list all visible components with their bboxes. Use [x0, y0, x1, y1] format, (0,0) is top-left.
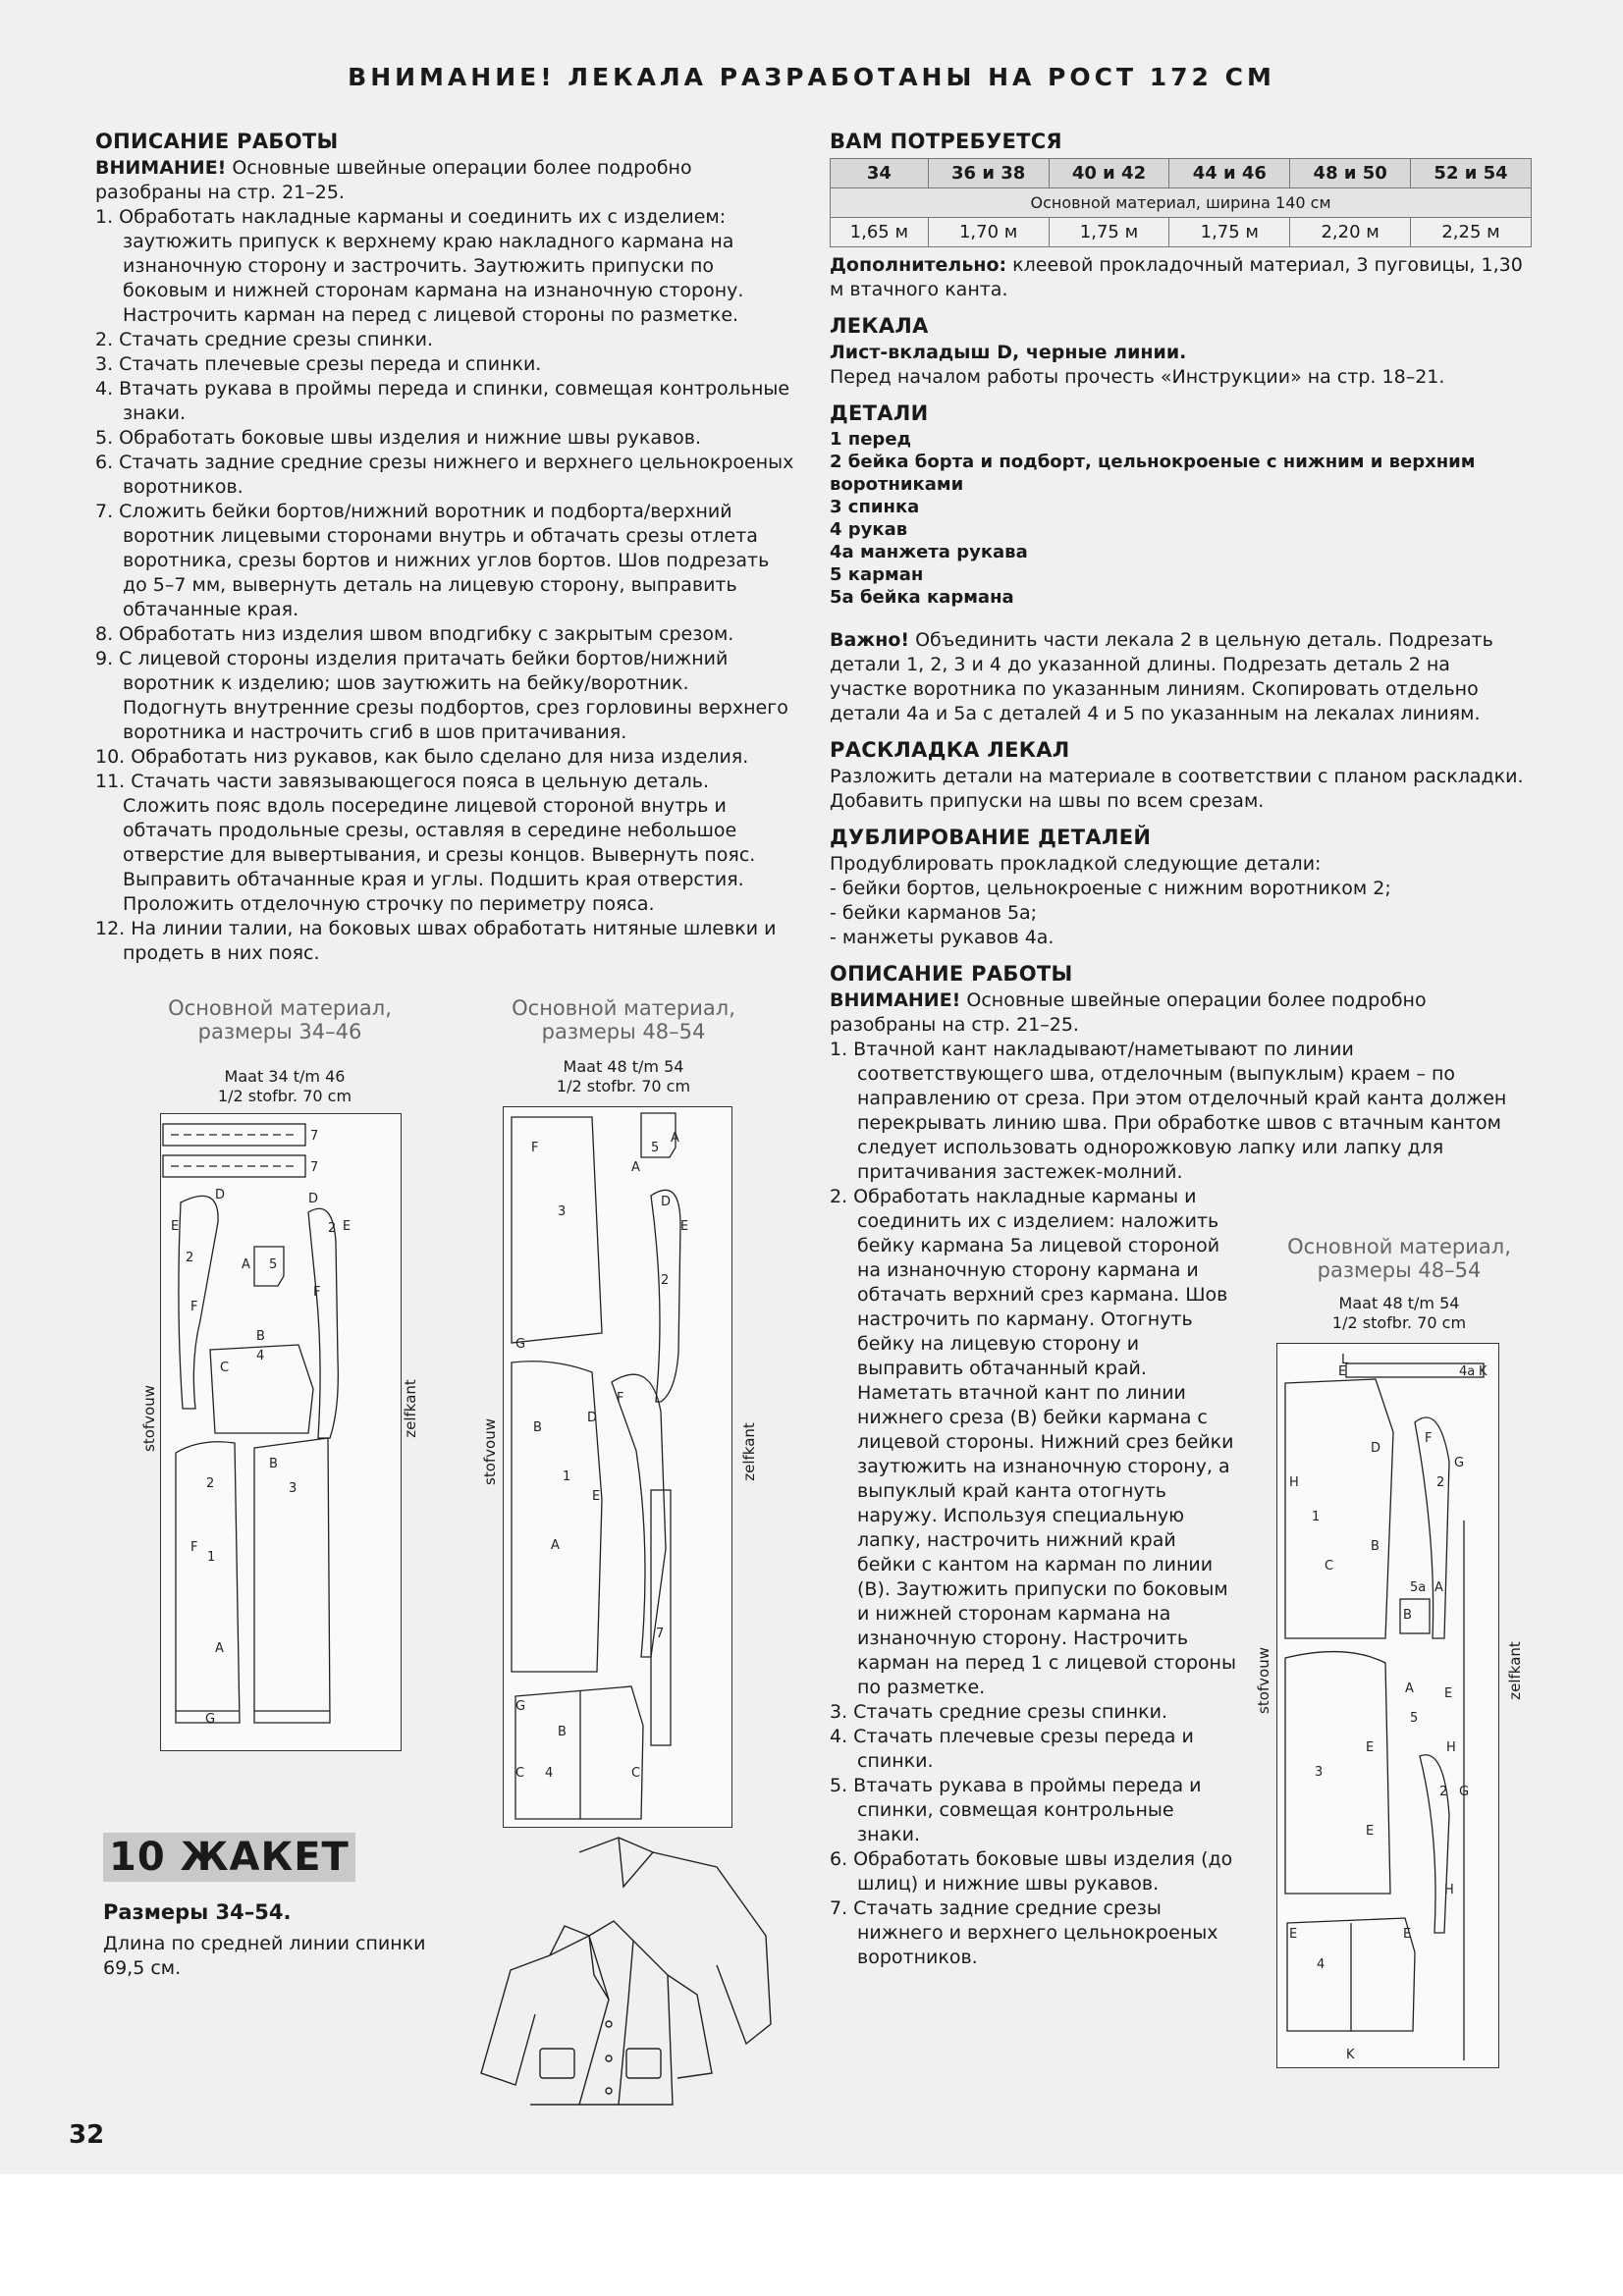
model-sizes: Размеры 34–54.: [103, 1900, 292, 1924]
detail-item: 5а бейка кармана: [830, 587, 1014, 608]
svg-text:E: E: [1289, 1927, 1298, 1942]
material-table: [830, 158, 1532, 247]
svg-text:A: A: [215, 1641, 224, 1656]
value-cell: 1,65 м: [831, 218, 929, 247]
svg-text:C: C: [220, 1361, 230, 1375]
svg-text:A: A: [671, 1131, 679, 1146]
svg-text:B: B: [1403, 1608, 1412, 1623]
material-table-header: [831, 159, 1532, 188]
layout2-maat-text: Maat 48 t/m 54: [563, 1057, 684, 1076]
page-bottom-margin: [0, 2174, 1623, 2296]
size-cell: 48 и 50: [1290, 159, 1411, 188]
detail-item: 4 рукав: [830, 519, 908, 540]
desc-step: 7. Стачать задние средние срезы нижнего и верхнего цельнокроеных воротников.: [830, 1897, 1218, 1968]
svg-text:4: 4: [1317, 1957, 1325, 1972]
work-step: 5. Обработать боковые швы изделия и нижние швы рукавов.: [95, 427, 702, 449]
svg-text:B: B: [1371, 1539, 1380, 1554]
raskladka-heading: РАСКЛАДКА ЛЕКАЛ: [830, 738, 1070, 762]
svg-text:3: 3: [558, 1204, 567, 1219]
layout2-caption: [486, 996, 761, 1043]
desc-steps-list: [830, 1185, 1237, 1970]
detail-item: 4а манжета рукава: [830, 542, 1028, 562]
svg-text:D: D: [587, 1411, 598, 1425]
layout1-maat: [187, 1067, 383, 1106]
work-step: 7. Сложить бейки бортов/нижний воротник и подборта/верхний воротник лицевыми сторонами внутрь и обтачать срезы отлета воротника, срезы бортов и нижних углов бортов. Шов подрезать до 5–7 мм, вывернуть деталь на лицевую сторону, выправить обтачанные края.: [95, 501, 770, 620]
work-step: 6. Стачать задние средние срезы нижнего и верхнего цельнокроеных воротников.: [95, 452, 794, 498]
svg-text:1: 1: [207, 1550, 216, 1565]
svg-text:G: G: [205, 1712, 216, 1727]
layout2-stofvouw: stofvouw: [480, 1418, 499, 1485]
desc-step: 3. Стачать средние срезы спинки.: [830, 1701, 1167, 1723]
desc-step: 5. Втачать рукава в проймы переда и спинки, совмещая контрольные знаки.: [830, 1775, 1202, 1845]
svg-text:7: 7: [656, 1627, 665, 1641]
layout1-stofvouw: stofvouw: [139, 1385, 158, 1452]
size-cell: 52 и 54: [1411, 159, 1532, 188]
cutting-layout-2: [503, 1106, 732, 1828]
svg-text:3: 3: [289, 1481, 298, 1496]
dubl-heading: ДУБЛИРОВАНИЕ ДЕТАЛЕЙ: [830, 826, 1152, 849]
lekala-text: Перед началом работы прочесть «Инструкции» на стр. 18–21.: [830, 366, 1445, 388]
layout3-stofvouw: stofvouw: [1254, 1647, 1272, 1714]
svg-text:C: C: [1325, 1559, 1334, 1574]
lekala-heading: ЛЕКАЛА: [830, 314, 929, 338]
desc-attention-label: ВНИМАНИЕ!: [830, 989, 961, 1011]
svg-text:E: E: [1338, 1364, 1347, 1379]
dubl-item: - бейки карманов 5а;: [830, 902, 1038, 924]
svg-text:A: A: [242, 1257, 250, 1272]
detail-item: 3 спинка: [830, 497, 920, 517]
svg-text:G: G: [1459, 1785, 1470, 1799]
size-cell: 34: [831, 159, 929, 188]
attention-text: Основные швейные операции более подробно разобраны на стр. 21–25.: [95, 157, 692, 203]
details-heading: ДЕТАЛИ: [830, 401, 929, 425]
work-step: 8. Обработать низ изделия швом вподгибку с закрытым срезом.: [95, 623, 734, 645]
svg-text:2: 2: [661, 1273, 670, 1288]
svg-text:D: D: [308, 1192, 319, 1206]
svg-text:5: 5: [651, 1141, 660, 1155]
svg-text:D: D: [661, 1195, 672, 1209]
model-title: 10 ЖАКЕТ: [103, 1833, 355, 1882]
svg-text:F: F: [531, 1141, 539, 1155]
svg-text:B: B: [256, 1329, 265, 1344]
svg-text:4: 4: [256, 1349, 265, 1363]
extra-label: Дополнительно:: [830, 254, 1007, 276]
svg-text:3: 3: [1315, 1765, 1324, 1780]
svg-text:G: G: [515, 1337, 526, 1352]
extra-note: [830, 253, 1532, 302]
layout2-stofbr-text: 1/2 stofbr. 70 cm: [556, 1077, 691, 1095]
work-description-heading: ОПИСАНИЕ РАБОТЫ: [95, 130, 339, 153]
work-step: 4. Втачать рукава в проймы переда и спинки, совмещая контрольные знаки.: [95, 378, 790, 424]
layout2-caption-line1: Основной материал,: [512, 996, 735, 1020]
layout1-stofbr-text: 1/2 stofbr. 70 cm: [217, 1087, 352, 1105]
svg-text:C: C: [631, 1766, 641, 1781]
svg-text:A: A: [1405, 1682, 1414, 1696]
svg-text:4: 4: [545, 1766, 554, 1781]
layout1-caption-line2: размеры 34–46: [197, 1020, 362, 1043]
svg-text:5: 5: [269, 1257, 278, 1272]
work-step: 9. С лицевой стороны изделия притачать бейки бортов/нижний воротник к изделию; шов заутюжить на бейку/воротник. Подогнуть внутренние срезы подбортов, срез горловины верхнего воротника и настрочить сгиб в шов притачивания.: [95, 648, 788, 743]
work-step: 3. Стачать плечевые срезы переда и спинки.: [95, 353, 542, 375]
svg-text:E: E: [343, 1219, 352, 1234]
layout1-caption-line1: Основной материал,: [168, 996, 392, 1020]
svg-text:G: G: [515, 1699, 526, 1714]
layout3-maat: [1296, 1294, 1502, 1333]
svg-text:G: G: [1454, 1456, 1465, 1470]
svg-text:C: C: [515, 1766, 525, 1781]
svg-text:H: H: [1289, 1475, 1299, 1490]
layout1-caption: [147, 996, 412, 1043]
svg-text:D: D: [1371, 1441, 1381, 1456]
svg-text:B: B: [533, 1420, 542, 1435]
work-step: 10. Обработать низ рукавов, как было сделано для низа изделия.: [95, 746, 749, 768]
page-number: 32: [69, 2120, 105, 2150]
attention-label: ВНИМАНИЕ!: [95, 157, 227, 179]
detail-item: 5 карман: [830, 564, 924, 585]
work-step: 2. Стачать средние срезы спинки.: [95, 329, 433, 350]
lekala-sheet: Лист-вкладыш D, черные линии.: [830, 342, 1187, 363]
svg-text:F: F: [190, 1540, 198, 1555]
svg-text:B: B: [558, 1725, 567, 1739]
desc-step: 2. Обработать накладные карманы и соединить их с изделием: наложить бейку кармана 5а лицевой стороной на изнаночную сторону кармана и обтачать верхний срез кармана. Шов настрочить по карману. Отогнуть бейку на лицевую сторону и выправить обтачанный край. Наметать втачной кант по линии нижнего среза (В) бейки кармана с лицевой стороны. Нижний срез бейки заутюжить на изнаночную сторону, а выпуклый край канта отогнуть наружу. Используя специальную лапку, настрочить нижний край бейки с кантом на карман по линии (В). Заутюжить припуски по боковым и нижней сторонам кармана на изнаночную сторону. Настрочить карман на перед 1 с лицевой стороны по разметке.: [830, 1186, 1236, 1698]
material-table-subheader: [831, 188, 1532, 218]
jacket-sketch-image: [471, 1828, 785, 2110]
svg-text:A: A: [1434, 1580, 1443, 1595]
value-cell: 1,70 м: [928, 218, 1049, 247]
svg-text:A: A: [631, 1160, 640, 1175]
size-cell: 36 и 38: [928, 159, 1049, 188]
layout2-caption-line2: размеры 48–54: [541, 1020, 706, 1043]
work-step: 11. Стачать части завязывающегося пояса в цельную деталь. Сложить пояс вдоль посередине лицевой стороной внутрь и обтачать продольные срезы, оставляя в середине небольшое отверстие для вывертывания, и срезы концов. Вывернуть пояс. Выправить обтачанные края и углы. Подшить края отверстия. Проложить отделочную строчку по периметру пояса.: [95, 771, 756, 915]
attention-note: [95, 156, 794, 205]
svg-text:K: K: [1346, 2048, 1355, 2062]
layout3-stofbr-text: 1/2 stofbr. 70 cm: [1331, 1313, 1467, 1332]
svg-text:A: A: [551, 1538, 560, 1553]
extra-text: клеевой прокладочный материал, 3 пуговицы, 1,30 м втачного канта.: [830, 254, 1523, 300]
svg-text:E: E: [1366, 1740, 1375, 1755]
desc-heading: ОПИСАНИЕ РАБОТЫ: [830, 962, 1073, 986]
value-cell: 1,75 м: [1169, 218, 1290, 247]
svg-text:2: 2: [206, 1476, 215, 1491]
svg-text:E: E: [1403, 1927, 1412, 1942]
desc-step1-list: [830, 1038, 1532, 1185]
value-cell: 2,20 м: [1290, 218, 1411, 247]
layout1-zelfkant: zelfkant: [401, 1379, 419, 1438]
svg-text:7: 7: [310, 1129, 319, 1144]
svg-text:5: 5: [1410, 1711, 1419, 1726]
detail-item: 1 перед: [830, 429, 912, 450]
desc-step: 1. Втачной кант накладывают/наметывают по линии соответствующего шва, отделочным (выпуклым) краем – по направлению от среза. При этом отделочный край канта должен перекрывать линию шва. При обработке швов с втачным кантом следует использовать однорожковую лапку или лапку для притачивания застежек-молний.: [830, 1039, 1507, 1183]
layout2-maat: [525, 1057, 722, 1096]
svg-text:E: E: [171, 1219, 180, 1234]
svg-text:7: 7: [310, 1160, 319, 1175]
desc-attention: [830, 988, 1532, 1038]
important-label: Важно!: [830, 629, 910, 651]
cutting-layout-1: [160, 1113, 402, 1751]
work-step: 1. Обработать накладные карманы и соединить их с изделием: заутюжить припуск к верхнему краю накладного кармана на изнаночную сторону и застрочить. Заутюжить припуски по боковым и нижней сторонам кармана на изнаночную сторону. Настрочить карман на перед с лицевой стороны по разметке.: [95, 206, 744, 326]
layout3-zelfkant: zelfkant: [1505, 1641, 1524, 1700]
layout3-maat-text: Maat 48 t/m 54: [1338, 1294, 1460, 1312]
dubl-item: - бейки бортов, цельнокроеные с нижним воротником 2;: [830, 878, 1391, 899]
svg-text:E: E: [1444, 1686, 1453, 1701]
important-text: Объединить части лекала 2 в цельную деталь. Подрезать детали 1, 2, 3 и 4 до указанной длины. Подрезать деталь 2 на участке воротника по указанным линиям. Скопировать отдельно детали 4а и 5а с деталей 4 и 5 по указанным на лекалах линиям.: [830, 629, 1493, 724]
raskladka-text: Разложить детали на материале в соответствии с планом раскладки. Добавить припуски на швы по всем срезам.: [830, 766, 1524, 812]
size-cell: 40 и 42: [1049, 159, 1169, 188]
svg-text:L: L: [1341, 1353, 1349, 1367]
material-cell: Основной материал, ширина 140 см: [831, 188, 1532, 218]
svg-text:F: F: [190, 1300, 198, 1314]
svg-text:4a: 4a: [1459, 1364, 1476, 1379]
svg-text:F: F: [313, 1285, 321, 1300]
size-cell: 44 и 46: [1169, 159, 1290, 188]
model-length: Длина по средней линии спинки 69,5 см.: [103, 1933, 426, 1979]
svg-text:H: H: [1444, 1883, 1454, 1897]
svg-text:B: B: [269, 1457, 278, 1471]
desc-step: 6. Обработать боковые швы изделия (до шлиц) и нижние швы рукавов.: [830, 1848, 1233, 1895]
value-cell: 1,75 м: [1049, 218, 1169, 247]
dubl-item: - манжеты рукавов 4а.: [830, 927, 1055, 948]
need-heading: ВАМ ПОТРЕБУЕТСЯ: [830, 130, 1062, 153]
svg-text:2: 2: [1436, 1475, 1445, 1490]
svg-text:2: 2: [1439, 1785, 1448, 1799]
svg-text:2: 2: [328, 1221, 337, 1236]
layout3-caption: [1257, 1235, 1542, 1282]
svg-text:5a: 5a: [1410, 1580, 1427, 1595]
cutting-layout-3: [1276, 1343, 1499, 2068]
material-table-values: [831, 218, 1532, 247]
svg-text:H: H: [1446, 1740, 1456, 1755]
svg-text:E: E: [1366, 1824, 1375, 1839]
details-list: [830, 428, 1532, 609]
important-note: [830, 628, 1532, 726]
svg-text:E: E: [680, 1219, 689, 1234]
left-column: [95, 130, 794, 966]
page-header: ВНИМАНИЕ! ЛЕКАЛА РАЗРАБОТАНЫ НА РОСТ 172 СМ: [348, 63, 1275, 91]
svg-text:1: 1: [1312, 1510, 1321, 1524]
svg-text:F: F: [617, 1391, 624, 1406]
layout1-maat-text: Maat 34 t/m 46: [224, 1067, 346, 1086]
desc-attention-text: Основные швейные операции более подробно разобраны на стр. 21–25.: [830, 989, 1427, 1036]
layout3-caption-line2: размеры 48–54: [1317, 1258, 1482, 1282]
layout2-zelfkant: zelfkant: [739, 1422, 758, 1481]
svg-text:1: 1: [563, 1469, 571, 1484]
svg-text:K: K: [1479, 1364, 1488, 1379]
svg-text:E: E: [592, 1489, 601, 1504]
desc-step: 4. Стачать плечевые срезы переда и спинки.: [830, 1726, 1194, 1772]
value-cell: 2,25 м: [1411, 218, 1532, 247]
dubl-text: Продублировать прокладкой следующие детали:: [830, 853, 1322, 875]
svg-text:2: 2: [186, 1251, 194, 1265]
detail-item: 2 бейка борта и подборт, цельнокроеные с нижним и верхним воротниками: [830, 452, 1476, 495]
work-step: 12. На линии талии, на боковых швах обработать нитяные шлевки и продеть в них пояс.: [95, 918, 777, 964]
work-steps-list: [95, 205, 794, 966]
svg-text:D: D: [215, 1188, 226, 1202]
svg-text:F: F: [1425, 1431, 1433, 1446]
layout3-caption-line1: Основной материал,: [1287, 1235, 1511, 1258]
